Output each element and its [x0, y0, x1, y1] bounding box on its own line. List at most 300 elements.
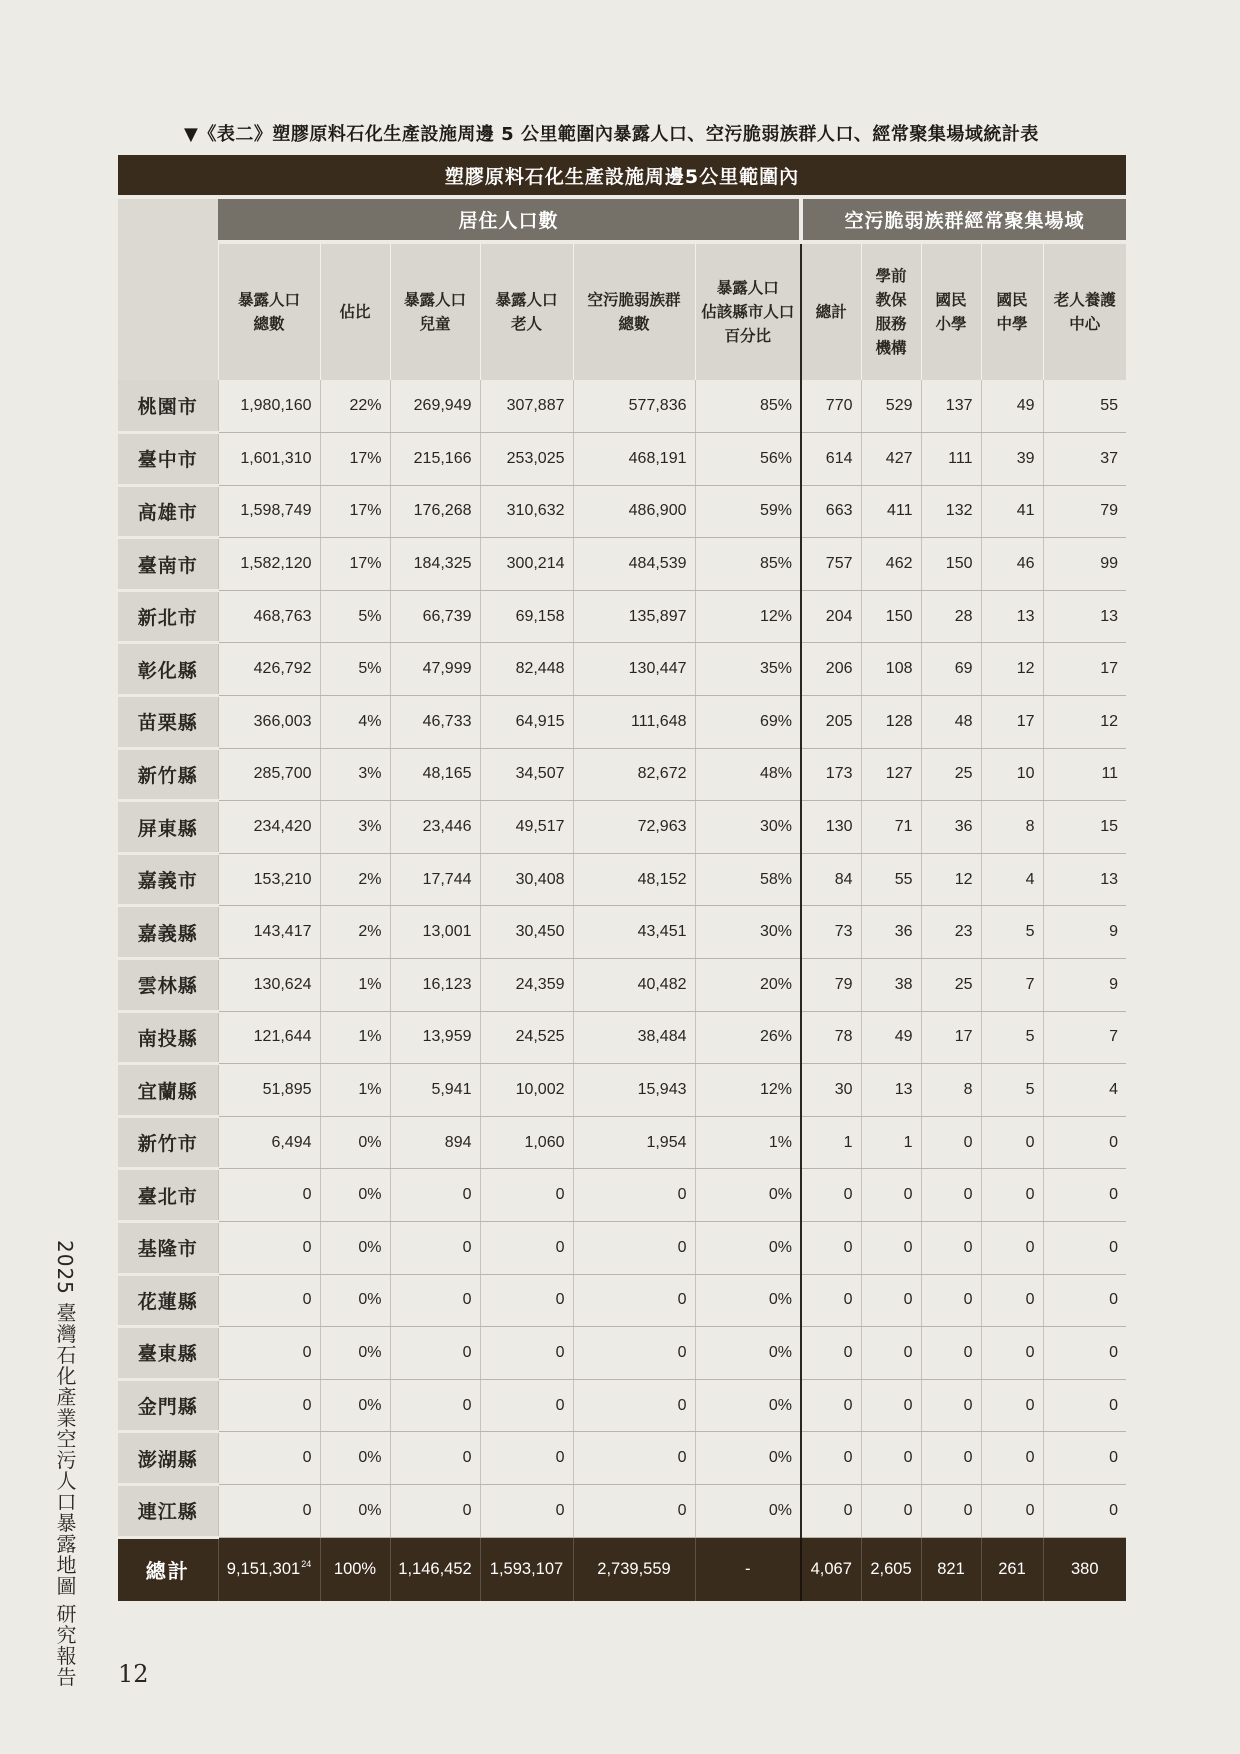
- table-cell: 2%: [320, 853, 390, 906]
- table-cell: 0: [801, 1169, 861, 1222]
- table-cell: 64,915: [480, 696, 573, 749]
- table-cell: 4%: [320, 696, 390, 749]
- table-cell: 17%: [320, 485, 390, 538]
- table-cell: 69: [921, 643, 981, 696]
- table-row: [118, 748, 1126, 801]
- table-cell: 13: [1043, 853, 1126, 906]
- table-cell: 0%: [320, 1274, 390, 1327]
- column-header-row: [118, 242, 1126, 380]
- total-value: -: [745, 1559, 751, 1578]
- table-cell: 7: [981, 959, 1043, 1012]
- table-cell: 0%: [695, 1432, 801, 1485]
- table-cell: 0: [921, 1222, 981, 1275]
- table-cell: 204: [801, 590, 861, 643]
- table-cell: 38,484: [573, 1011, 695, 1064]
- table-cell: 1,980,160: [218, 380, 320, 433]
- table-cell: 0: [981, 1432, 1043, 1485]
- table-cell: 15: [1043, 801, 1126, 854]
- table-row: [118, 1169, 1126, 1222]
- total-value: 9,151,301: [226, 1560, 301, 1579]
- total-cell: [801, 1537, 861, 1601]
- table-cell: 78: [801, 1011, 861, 1064]
- table-cell: 130,624: [218, 959, 320, 1012]
- total-cell: [390, 1537, 480, 1601]
- table-cell: 46,733: [390, 696, 480, 749]
- table-cell: 23,446: [390, 801, 480, 854]
- table-cell: 0: [921, 1169, 981, 1222]
- table-cell: 0: [573, 1327, 695, 1380]
- column-header: [981, 242, 1043, 380]
- table-row: [118, 853, 1126, 906]
- table-cell: 84: [801, 853, 861, 906]
- table-cell: 529: [861, 380, 921, 433]
- total-cell: [480, 1537, 573, 1601]
- table-cell: 41: [981, 485, 1043, 538]
- column-header: [480, 242, 573, 380]
- table-cell: 1: [801, 1116, 861, 1169]
- table-cell: 25: [921, 959, 981, 1012]
- table-cell: 0: [981, 1484, 1043, 1537]
- table-cell: 0: [573, 1379, 695, 1432]
- group-header-places: 空污脆弱族群經常聚集場域: [801, 197, 1126, 242]
- table-cell: 0%: [695, 1169, 801, 1222]
- table-cell: 25: [921, 748, 981, 801]
- table-cell: 0: [1043, 1327, 1126, 1380]
- column-header-label: 暴露人口 兒童: [403, 290, 466, 333]
- table-cell: 1%: [320, 1011, 390, 1064]
- region-name: 彰化縣: [118, 643, 218, 696]
- table-cell: 0: [981, 1327, 1043, 1380]
- table-cell: 0: [1043, 1274, 1126, 1327]
- table-cell: 614: [801, 433, 861, 486]
- total-value: 1,146,452: [398, 1559, 472, 1578]
- table-cell: 30,450: [480, 906, 573, 959]
- total-cell: [695, 1537, 801, 1601]
- total-value: 821: [937, 1559, 965, 1578]
- table-cell: 205: [801, 696, 861, 749]
- table-cell: 30%: [695, 906, 801, 959]
- region-name: 嘉義市: [118, 853, 218, 906]
- table-cell: 135,897: [573, 590, 695, 643]
- table-cell: 5: [981, 1064, 1043, 1117]
- table-row: [118, 380, 1126, 433]
- table-cell: 8: [921, 1064, 981, 1117]
- table-cell: 0: [390, 1222, 480, 1275]
- table-cell: 0%: [320, 1327, 390, 1380]
- table-cell: 13: [1043, 590, 1126, 643]
- table-cell: 0: [573, 1484, 695, 1537]
- column-header-label: 總計: [815, 302, 847, 321]
- total-cell: [1043, 1537, 1126, 1601]
- table-cell: 0: [573, 1432, 695, 1485]
- column-header-label: 學前 教保 服務 機構: [875, 266, 907, 358]
- column-header-label: 老人養護 中心: [1053, 290, 1116, 333]
- table-cell: 22%: [320, 380, 390, 433]
- table-cell: 47,999: [390, 643, 480, 696]
- table-cell: 0: [861, 1274, 921, 1327]
- table-cell: 0: [921, 1274, 981, 1327]
- table-cell: 0: [390, 1274, 480, 1327]
- table-cell: 0: [1043, 1379, 1126, 1432]
- table-cell: 0: [218, 1169, 320, 1222]
- table-cell: 0: [801, 1327, 861, 1380]
- table-cell: 71: [861, 801, 921, 854]
- total-cell: [921, 1537, 981, 1601]
- table-cell: 0: [1043, 1432, 1126, 1485]
- table-cell: 0: [861, 1379, 921, 1432]
- table-cell: 0: [981, 1379, 1043, 1432]
- table-cell: 894: [390, 1116, 480, 1169]
- table-cell: 121,644: [218, 1011, 320, 1064]
- table-cell: 17,744: [390, 853, 480, 906]
- table-cell: 0: [801, 1484, 861, 1537]
- table-cell: 85%: [695, 380, 801, 433]
- table-cell: 4: [981, 853, 1043, 906]
- table-cell: 0%: [320, 1379, 390, 1432]
- table-cell: 20%: [695, 959, 801, 1012]
- table-cell: 0: [801, 1274, 861, 1327]
- table-body: [118, 380, 1126, 1601]
- table-cell: 206: [801, 643, 861, 696]
- table-row: [118, 1222, 1126, 1275]
- table-cell: 7: [1043, 1011, 1126, 1064]
- table-cell: 663: [801, 485, 861, 538]
- column-header: [861, 242, 921, 380]
- table-cell: 0: [981, 1274, 1043, 1327]
- column-header: [695, 242, 801, 380]
- table-cell: 40,482: [573, 959, 695, 1012]
- table-row: [118, 643, 1126, 696]
- table-cell: 111: [921, 433, 981, 486]
- table-cell: 1,598,749: [218, 485, 320, 538]
- table-cell: 0: [480, 1484, 573, 1537]
- table-cell: 5: [981, 906, 1043, 959]
- table-cell: 0: [981, 1116, 1043, 1169]
- table-cell: 35%: [695, 643, 801, 696]
- total-value: 4,067: [810, 1559, 852, 1578]
- table-cell: 0: [921, 1484, 981, 1537]
- table-cell: 1%: [695, 1116, 801, 1169]
- table-cell: 13: [981, 590, 1043, 643]
- table-cell: 215,166: [390, 433, 480, 486]
- table-cell: 176,268: [390, 485, 480, 538]
- table-cell: 0%: [695, 1379, 801, 1432]
- table-cell: 66,739: [390, 590, 480, 643]
- footnote-marker: 24: [301, 1559, 312, 1570]
- table-cell: 0: [573, 1169, 695, 1222]
- table-cell: 0: [480, 1169, 573, 1222]
- table-cell: 12%: [695, 590, 801, 643]
- table-cell: 0%: [320, 1484, 390, 1537]
- side-report-title: 2025 臺灣石化產業空污人口暴露地圖 研究報告: [53, 1240, 77, 1688]
- table-cell: 426,792: [218, 643, 320, 696]
- table-cell: 12: [921, 853, 981, 906]
- table-cell: 5,941: [390, 1064, 480, 1117]
- table-cell: 85%: [695, 538, 801, 591]
- table-cell: 13,959: [390, 1011, 480, 1064]
- region-name: 新北市: [118, 590, 218, 643]
- table-cell: 1,582,120: [218, 538, 320, 591]
- table-cell: 0: [390, 1484, 480, 1537]
- table-cell: 34,507: [480, 748, 573, 801]
- table-cell: 0: [218, 1274, 320, 1327]
- table-cell: 0: [861, 1484, 921, 1537]
- table-cell: 56%: [695, 433, 801, 486]
- table-cell: 10: [981, 748, 1043, 801]
- table-cell: 0: [981, 1169, 1043, 1222]
- table-cell: 9: [1043, 906, 1126, 959]
- region-name: 宜蘭縣: [118, 1064, 218, 1117]
- table-cell: 12%: [695, 1064, 801, 1117]
- table-cell: 58%: [695, 853, 801, 906]
- table-cell: 59%: [695, 485, 801, 538]
- table-cell: 10,002: [480, 1064, 573, 1117]
- table-cell: 153,210: [218, 853, 320, 906]
- table-cell: 5%: [320, 643, 390, 696]
- table-cell: 468,191: [573, 433, 695, 486]
- table-cell: 462: [861, 538, 921, 591]
- table-cell: 17: [921, 1011, 981, 1064]
- column-header: [1043, 242, 1126, 380]
- table-cell: 55: [861, 853, 921, 906]
- table-cell: 0%: [695, 1484, 801, 1537]
- column-header-label: 暴露人口 老人: [495, 290, 558, 333]
- column-header-label: 暴露人口 佔該縣市人口 百分比: [701, 278, 795, 345]
- table-cell: 0: [861, 1432, 921, 1485]
- table-cell: 0: [573, 1222, 695, 1275]
- total-value: 2,739,559: [597, 1559, 671, 1578]
- table-cell: 36: [861, 906, 921, 959]
- table-cell: 0: [861, 1169, 921, 1222]
- table-cell: 3%: [320, 801, 390, 854]
- table-row: [118, 1274, 1126, 1327]
- table-cell: 0: [480, 1327, 573, 1380]
- table-cell: 1%: [320, 959, 390, 1012]
- table-cell: 6,494: [218, 1116, 320, 1169]
- table-cell: 28: [921, 590, 981, 643]
- table-cell: 51,895: [218, 1064, 320, 1117]
- table-row: [118, 1011, 1126, 1064]
- column-header-label: 佔比: [339, 302, 371, 321]
- table-cell: 8: [981, 801, 1043, 854]
- table-cell: 0%: [320, 1432, 390, 1485]
- table-cell: 127: [861, 748, 921, 801]
- table-cell: 484,539: [573, 538, 695, 591]
- table-cell: 13,001: [390, 906, 480, 959]
- table-row: [118, 906, 1126, 959]
- region-name: 桃園市: [118, 380, 218, 433]
- region-name: 澎湖縣: [118, 1432, 218, 1485]
- header-corner: [118, 197, 218, 380]
- table-cell: 0: [218, 1432, 320, 1485]
- table-cell: 0: [1043, 1169, 1126, 1222]
- table-cell: 30%: [695, 801, 801, 854]
- table-cell: 82,448: [480, 643, 573, 696]
- table-cell: 26%: [695, 1011, 801, 1064]
- table-cell: 0: [921, 1327, 981, 1380]
- table-cell: 17: [981, 696, 1043, 749]
- table-cell: 0: [921, 1379, 981, 1432]
- table-cell: 23: [921, 906, 981, 959]
- table-cell: 0: [390, 1379, 480, 1432]
- table-cell: 79: [801, 959, 861, 1012]
- table-cell: 1%: [320, 1064, 390, 1117]
- table-cell: 17: [1043, 643, 1126, 696]
- table-cell: 3%: [320, 748, 390, 801]
- table-cell: 0: [921, 1432, 981, 1485]
- region-name: 南投縣: [118, 1011, 218, 1064]
- table-cell: 269,949: [390, 380, 480, 433]
- column-header: [921, 242, 981, 380]
- table-cell: 0: [921, 1116, 981, 1169]
- column-header: [801, 242, 861, 380]
- column-header: [573, 242, 695, 380]
- region-name: 基隆市: [118, 1222, 218, 1275]
- table-row: [118, 696, 1126, 749]
- table-cell: 15,943: [573, 1064, 695, 1117]
- table-row: [118, 801, 1126, 854]
- table-cell: 0: [390, 1432, 480, 1485]
- main-header: 塑膠原料石化生產設施周邊5公里範圍內: [118, 155, 1126, 197]
- table-row: [118, 959, 1126, 1012]
- table-row: [118, 1484, 1126, 1537]
- table-cell: 39: [981, 433, 1043, 486]
- table-cell: 0: [218, 1379, 320, 1432]
- table-cell: 24,359: [480, 959, 573, 1012]
- table-cell: 150: [861, 590, 921, 643]
- table-cell: 0%: [695, 1327, 801, 1380]
- table-cell: 48,165: [390, 748, 480, 801]
- table-cell: 0%: [695, 1274, 801, 1327]
- region-name: 臺南市: [118, 538, 218, 591]
- table-cell: 13: [861, 1064, 921, 1117]
- table-cell: 1,060: [480, 1116, 573, 1169]
- table-cell: 150: [921, 538, 981, 591]
- table-cell: 577,836: [573, 380, 695, 433]
- table-cell: 49: [861, 1011, 921, 1064]
- table-cell: 4: [1043, 1064, 1126, 1117]
- table-cell: 0%: [320, 1116, 390, 1169]
- table-cell: 0: [861, 1222, 921, 1275]
- table-row: [118, 1064, 1126, 1117]
- statistics-table: [118, 155, 1126, 1601]
- table-cell: 48%: [695, 748, 801, 801]
- region-name: 嘉義縣: [118, 906, 218, 959]
- table-cell: 48,152: [573, 853, 695, 906]
- table-row: [118, 1327, 1126, 1380]
- table-row: [118, 590, 1126, 643]
- table-cell: 253,025: [480, 433, 573, 486]
- table-cell: 468,763: [218, 590, 320, 643]
- table-cell: 0: [801, 1222, 861, 1275]
- total-value: 261: [998, 1559, 1026, 1578]
- table-cell: 111,648: [573, 696, 695, 749]
- page-number: 12: [118, 1660, 149, 1688]
- column-header-label: 暴露人口 總數: [237, 290, 300, 333]
- table-cell: 0: [390, 1169, 480, 1222]
- table-cell: 0: [218, 1222, 320, 1275]
- table-cell: 12: [1043, 696, 1126, 749]
- table-cell: 0: [1043, 1484, 1126, 1537]
- table-cell: 5%: [320, 590, 390, 643]
- table-cell: 24,525: [480, 1011, 573, 1064]
- table-row: [118, 538, 1126, 591]
- total-row: [118, 1537, 1126, 1601]
- table-cell: 770: [801, 380, 861, 433]
- table-cell: 2%: [320, 906, 390, 959]
- column-header-label: 國民 中學: [996, 290, 1028, 333]
- region-name: 臺北市: [118, 1169, 218, 1222]
- region-name: 連江縣: [118, 1484, 218, 1537]
- table-cell: 486,900: [573, 485, 695, 538]
- table-cell: 12: [981, 643, 1043, 696]
- total-cell: [218, 1537, 320, 1601]
- table-cell: 0: [801, 1432, 861, 1485]
- table-cell: 17%: [320, 538, 390, 591]
- table-cell: 36: [921, 801, 981, 854]
- total-value: 100%: [333, 1559, 377, 1578]
- table-row: [118, 485, 1126, 538]
- table-caption: ▼《表二》塑膠原料石化生產設施周邊 5 公里範圍內暴露人口、空污脆弱族群人口、經常聚集場域統計表: [184, 124, 1039, 145]
- region-name: 高雄市: [118, 485, 218, 538]
- table-cell: 143,417: [218, 906, 320, 959]
- table-row: [118, 1116, 1126, 1169]
- table-cell: 17%: [320, 433, 390, 486]
- table-cell: 82,672: [573, 748, 695, 801]
- table-cell: 0: [390, 1327, 480, 1380]
- table-cell: 69,158: [480, 590, 573, 643]
- table-cell: 73: [801, 906, 861, 959]
- table-cell: 173: [801, 748, 861, 801]
- table-row: [118, 433, 1126, 486]
- table-cell: 30,408: [480, 853, 573, 906]
- table-cell: 46: [981, 538, 1043, 591]
- table-cell: 0: [480, 1432, 573, 1485]
- table-cell: 1: [861, 1116, 921, 1169]
- table-cell: 0: [218, 1484, 320, 1537]
- region-name: 臺中市: [118, 433, 218, 486]
- total-label: 總計: [118, 1537, 218, 1601]
- table-cell: 1,954: [573, 1116, 695, 1169]
- table-cell: 99: [1043, 538, 1126, 591]
- region-name: 雲林縣: [118, 959, 218, 1012]
- column-header: [218, 242, 320, 380]
- table-cell: 0: [861, 1327, 921, 1380]
- region-name: 新竹市: [118, 1116, 218, 1169]
- table-cell: 108: [861, 643, 921, 696]
- table-cell: 0%: [320, 1222, 390, 1275]
- column-header-label: 國民 小學: [935, 290, 967, 333]
- table-cell: 30: [801, 1064, 861, 1117]
- table-cell: 5: [981, 1011, 1043, 1064]
- table-cell: 234,420: [218, 801, 320, 854]
- table-row: [118, 1432, 1126, 1485]
- group-header-residents: 居住人口數: [218, 197, 801, 242]
- total-cell: [861, 1537, 921, 1601]
- table-cell: 0%: [695, 1222, 801, 1275]
- table-cell: 0: [480, 1274, 573, 1327]
- table-cell: 0: [218, 1327, 320, 1380]
- column-header: [390, 242, 480, 380]
- table-cell: 0: [480, 1379, 573, 1432]
- table-cell: 128: [861, 696, 921, 749]
- table-cell: 9: [1043, 959, 1126, 1012]
- table-cell: 130,447: [573, 643, 695, 696]
- table-cell: 49: [981, 380, 1043, 433]
- total-value: 2,605: [870, 1559, 912, 1578]
- table-cell: 366,003: [218, 696, 320, 749]
- table-cell: 0: [801, 1379, 861, 1432]
